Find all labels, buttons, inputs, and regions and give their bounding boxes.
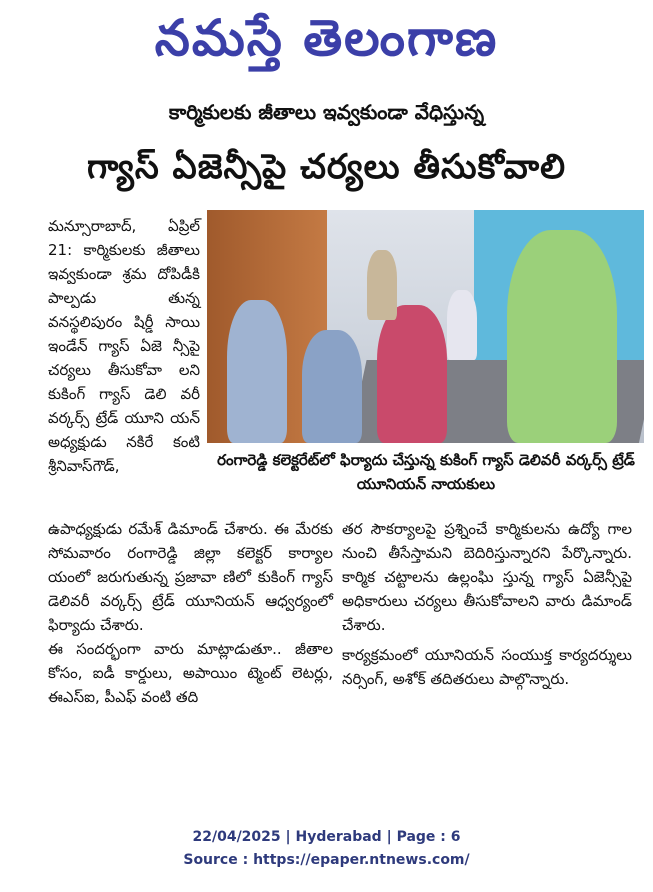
photo-person	[367, 250, 397, 320]
masthead-logo: నమస్తే తెలంగాణ	[154, 8, 499, 67]
article-column-left-top	[48, 214, 200, 478]
article-column-right	[342, 517, 632, 691]
article-paragraph: మన్సూరాబాద్, ఏప్రిల్ 21: కార్మికులకు జీతాలు ఇవ్వకుండా శ్రమ దోపిడీకి పాల్పడు తున్న వనస్థలిపురం షిర్డీ సాయి ఇండేన్ గ్యాస్ ఏజె న్సీపై చర్యలు తీసుకోవా లని కుకింగ్ గ్యాస్ డెలి వరీ వర్కర్స్ ట్రేడ్ యూని యన్ అధ్యక్షుడు నకిరే కంటి శ్రీనివాస్‌గౌడ్,	[48, 217, 200, 475]
photo-person	[377, 305, 447, 443]
news-photo	[207, 210, 644, 443]
article-paragraph: తర సౌకర్యాలపై ప్రశ్నించే కార్మికులను ఉద్యో గాల నుంచి తీసేస్తామని బెదిరిస్తున్నారని పేర్కొన్నారు. కార్మిక చట్టాలను ఉల్లంఘి స్తున్న గ్యాస్ ఏజెన్సీపై అధికారులు చర్యలు తీసుకోవాలని వారు డిమాండ్ చేశారు.	[342, 520, 632, 634]
article-column-left-bottom	[48, 517, 333, 709]
article-paragraph: ఉపాధ్యక్షుడు రమేశ్ డిమాండ్ చేశారు. ఈ మేరకు సోమవారం రంగారెడ్డి జిల్లా కలెక్టర్ కార్యాల యంలో జరుగుతున్న ప్రజావా ణిలో కుకింగ్ గ్యాస్ డెలివరీ వర్కర్స్ ట్రేడ్ యూనియన్ ఆధ్వర్యంలో ఫిర్యాదు చేశారు.	[48, 520, 333, 634]
main-headline: గ్యాస్ ఏజెన్సీపై చర్యలు తీసుకోవాలి	[86, 147, 567, 187]
article-paragraph: ఈ సందర్భంగా వారు మాట్లాడుతూ.. జీతాల కోసం, ఐడీ కార్డులు, అపాయిం ట్మెంట్ లెటర్లు, ఈఎస్ఐ, పీఎఫ్ వంటి తది	[48, 640, 333, 706]
photo-person	[447, 290, 477, 360]
article-paragraph: కార్యక్రమంలో యూనియన్ సంయుక్త కార్యదర్శులు నర్సింగ్, అశోక్ తదితరులు పాల్గొన్నారు.	[342, 646, 632, 688]
kicker-headline: కార్మికులకు జీతాలు ఇవ్వకుండా వేధిస్తున్న	[168, 100, 485, 124]
photo-person	[227, 300, 287, 443]
photo-person	[302, 330, 362, 443]
photo-caption: రంగారెడ్డి కలెక్టరేట్‌లో ఫిర్యాదు చేస్తున్న కుకింగ్ గ్యాస్ డెలివరీ వర్కర్స్ ట్రేడ్ యూనియన్ నాయకులు	[217, 451, 635, 493]
footer-date-edition: 22/04/2025 | Hyderabad | Page : 6	[192, 829, 461, 845]
photo-person	[507, 230, 617, 443]
footer-source: Source : https://epaper.ntnews.com/	[183, 852, 470, 868]
